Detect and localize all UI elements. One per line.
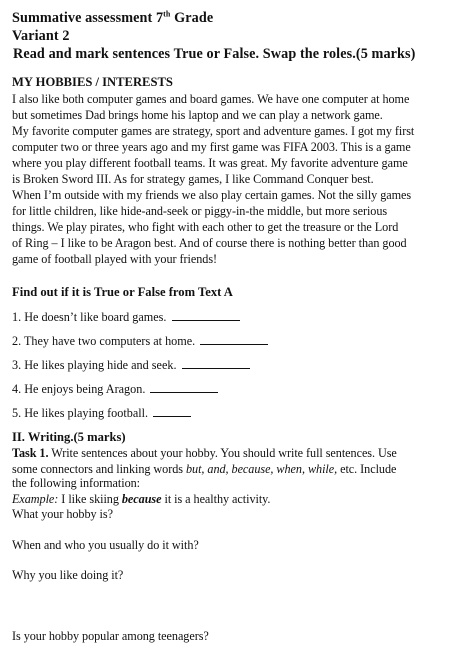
title-grade-post: Grade bbox=[170, 10, 214, 26]
tf-question-1 bbox=[12, 310, 240, 325]
title-line-2: Variant 2 bbox=[12, 28, 70, 44]
text-line: My favorite computer games are strategy, sport and adventure games. I got my first bbox=[12, 124, 415, 138]
text-line: computer two or three years ago and my first game was FIFA 2003. This is a game bbox=[12, 140, 411, 154]
text-line: things. We play pirates, who fight with each other to get the treasure or the Lord bbox=[12, 220, 399, 234]
tf-question-text: 2. They have two computers at home. bbox=[12, 334, 196, 348]
text-line: is Broken Sword III. As for strategy games, I like Command Conquer best. bbox=[12, 172, 374, 186]
writing-task-line-1 bbox=[12, 446, 397, 461]
answer-blank[interactable] bbox=[182, 358, 250, 369]
writing-example bbox=[12, 492, 270, 507]
writing-prompt-3: Why you like doing it? bbox=[12, 568, 124, 582]
text-line: where you play different football teams. It was great. My favorite adventure game bbox=[12, 156, 408, 170]
example-keyword: because bbox=[121, 492, 162, 506]
tf-question-text: 4. He enjoys being Aragon. bbox=[12, 382, 146, 396]
writing-task-line-3: the following information: bbox=[12, 476, 141, 490]
tf-question-3 bbox=[12, 358, 250, 373]
task-text: etc. Include bbox=[337, 462, 397, 476]
title-line-3: Read and mark sentences True or False. Swap the roles.(5 marks) bbox=[13, 46, 416, 62]
title-superscript: th bbox=[163, 9, 171, 19]
text-line: for little children, like hide-and-seek or piggy-in-the middle, but more serious bbox=[12, 204, 388, 218]
connectors-list: but, and, because, when, while, bbox=[185, 462, 338, 476]
task-text: some connectors and linking words bbox=[12, 462, 186, 476]
text-line: but sometimes Dad brings home his laptop and we can play a network game. bbox=[12, 108, 383, 122]
text-line: I also like both computer games and board games. We have one computer at home bbox=[12, 92, 410, 106]
example-text: it is a healthy activity. bbox=[161, 492, 271, 506]
task-label: Task 1. bbox=[12, 446, 49, 460]
text-line: When I’m outside with my friends we also play certain games. Not the silly games bbox=[12, 188, 412, 202]
tf-question-text: 5. He likes playing football. bbox=[12, 406, 149, 420]
answer-blank[interactable] bbox=[172, 310, 240, 321]
tf-question-5 bbox=[12, 406, 191, 421]
task-text: Write sentences about your hobby. You should write full sentences. Use bbox=[48, 446, 397, 460]
writing-prompt-4: Is your hobby popular among teenagers? bbox=[12, 629, 209, 643]
text-heading: MY HOBBIES / INTERESTS bbox=[12, 75, 173, 89]
answer-blank[interactable] bbox=[150, 382, 218, 393]
text-line: of Ring – I like to be Aragon best. And of course there is nothing better than good bbox=[12, 236, 407, 250]
tf-question-4 bbox=[12, 382, 218, 397]
tf-question-text: 3. He likes playing hide and seek. bbox=[12, 358, 177, 372]
answer-blank[interactable] bbox=[200, 334, 268, 345]
title-grade-pre: Summative assessment 7 bbox=[12, 10, 164, 26]
tf-question-2 bbox=[12, 334, 268, 349]
tf-question-text: 1. He doesn’t like board games. bbox=[12, 310, 167, 324]
answer-blank[interactable] bbox=[153, 406, 191, 417]
writing-prompt-2: When and who you usually do it with? bbox=[12, 538, 199, 552]
tf-heading: Find out if it is True or False from Text A bbox=[12, 285, 233, 299]
writing-heading: II. Writing.(5 marks) bbox=[12, 430, 126, 444]
title-line-1 bbox=[12, 10, 213, 27]
writing-task-line-2 bbox=[12, 462, 396, 477]
example-text: I like skiing bbox=[58, 492, 122, 506]
example-label: Example: bbox=[12, 492, 59, 506]
writing-prompt-1: What your hobby is? bbox=[12, 507, 113, 521]
text-line: game of football played with your friends! bbox=[12, 252, 218, 266]
